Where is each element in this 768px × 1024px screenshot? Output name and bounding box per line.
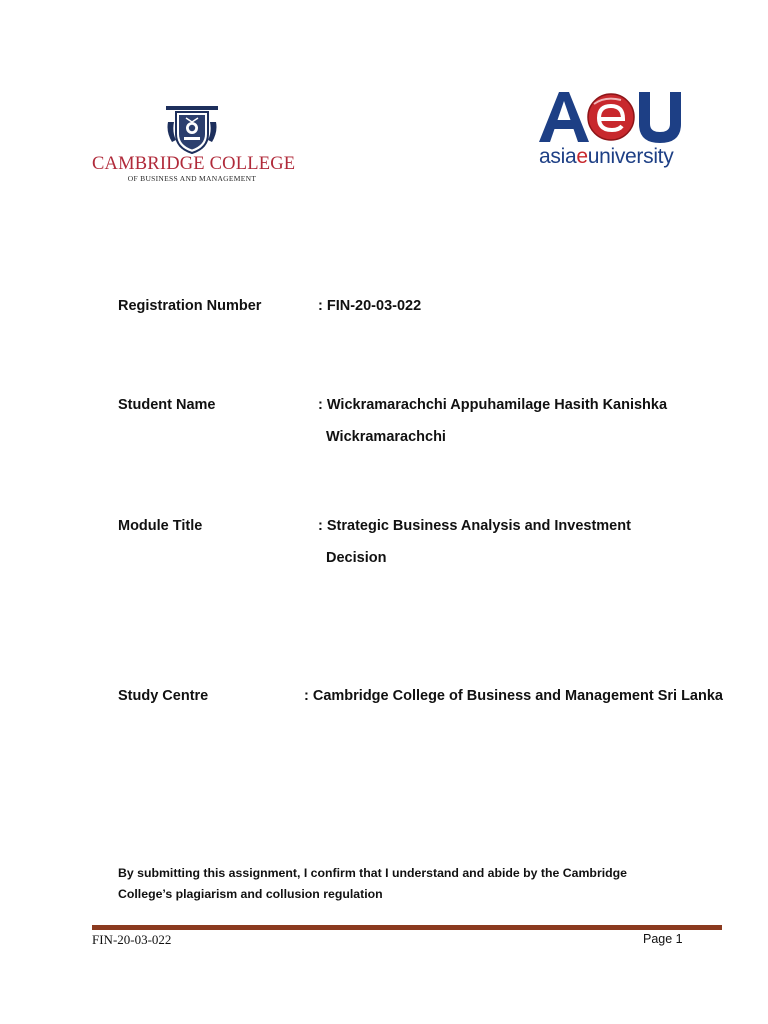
wordmark-asia: asia xyxy=(539,145,577,168)
module-title-value-line2: Decision xyxy=(326,550,387,566)
student-name-value-line2: Wickramarachchi xyxy=(326,429,446,445)
declaration-line2: College’s plagiarism and collusion regulation xyxy=(118,887,383,901)
declaration-line1: By submitting this assignment, I confirm that I understand and abide by the Cambridge xyxy=(118,866,628,880)
study-centre-value: : Cambridge College of Business and Management Sri Lanka xyxy=(304,688,723,704)
asia-e-university-logo xyxy=(535,86,695,176)
footer-rule xyxy=(92,925,722,930)
asia-e-university-wordmark xyxy=(539,145,673,169)
wordmark-e: e xyxy=(576,145,588,168)
module-title-label: Module Title xyxy=(118,518,203,534)
cambridge-college-logo xyxy=(92,104,296,186)
module-title-value-line1: : Strategic Business Analysis and Investment xyxy=(318,518,631,534)
crest-icon xyxy=(162,104,222,154)
footer-registration-number: FIN-20-03-022 xyxy=(92,932,172,947)
registration-number-label: Registration Number xyxy=(118,298,262,314)
cambridge-college-subtitle: OF BUSINESS AND MANAGEMENT xyxy=(127,174,257,183)
cambridge-college-name: CAMBRIDGE COLLEGE xyxy=(92,154,296,174)
plagiarism-declaration xyxy=(118,863,638,905)
aeu-logo-icon xyxy=(535,86,687,146)
wordmark-university: university xyxy=(587,145,674,168)
study-centre-label: Study Centre xyxy=(118,688,209,704)
student-name-label: Student Name xyxy=(118,397,216,413)
footer-page-number: Page 1 xyxy=(643,932,683,946)
registration-number-value: : FIN-20-03-022 xyxy=(318,298,422,314)
student-name-value-line1: : Wickramarachchi Appuhamilage Hasith Kanishka xyxy=(318,397,668,413)
